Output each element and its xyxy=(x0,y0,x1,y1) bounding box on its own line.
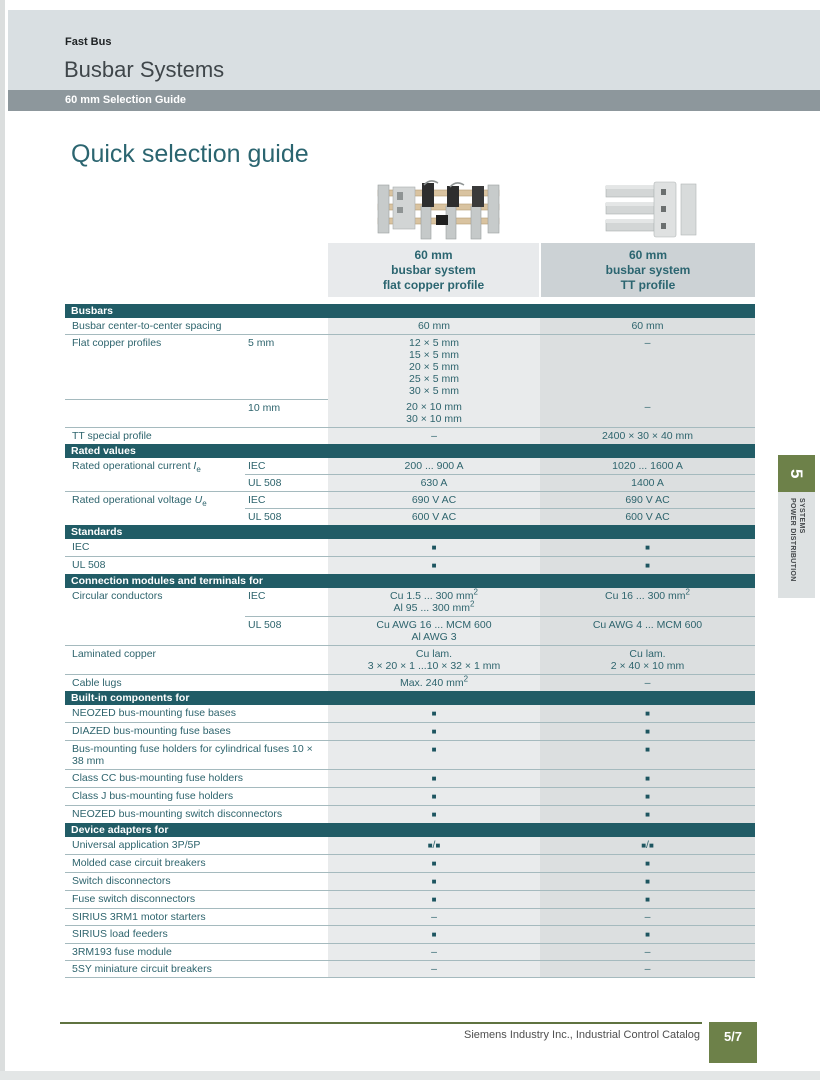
header-eyebrow: Fast Bus xyxy=(65,36,112,48)
cell-flat-copper-profile: 690 V AC xyxy=(328,491,540,508)
check-square-icon: ■ xyxy=(645,877,650,886)
cell-tt-profile: – xyxy=(540,399,755,427)
page-edge-left xyxy=(0,0,5,1080)
section-header-row: Device adapters for xyxy=(65,823,755,837)
cell-tt-profile: 60 mm xyxy=(540,318,755,334)
row-label: Fuse switch disconnectors xyxy=(65,890,328,908)
column-header-flat-copper: 60 mm busbar system flat copper profile xyxy=(328,243,539,297)
cell-tt-profile xyxy=(540,854,755,872)
row-label: Cable lugs xyxy=(65,674,328,691)
row-label: 3RM193 fuse module xyxy=(65,943,328,960)
cell-tt-profile: 690 V AC xyxy=(540,491,755,508)
section-header-row: Busbars xyxy=(65,304,755,318)
row-sublabel: 5 mm xyxy=(245,334,328,399)
cell-flat-copper-profile xyxy=(328,872,540,890)
section-header-row: Built-in components for xyxy=(65,691,755,705)
cell-flat-copper-profile xyxy=(328,854,540,872)
check-square-icon: ■ xyxy=(427,841,433,850)
row-sublabel: UL 508 xyxy=(245,474,328,491)
cell-flat-copper-profile: – xyxy=(328,427,540,444)
check-square-icon: ■ xyxy=(431,709,437,718)
row-label: SIRIUS 3RM1 motor starters xyxy=(65,908,328,925)
cell-flat-copper-profile: Cu 1.5 ... 300 $mm^2$ Al 95 ... 300 $mm^2$ xyxy=(328,588,540,616)
cell-flat-copper-profile: 20 × 10 mm 30 × 10 mm xyxy=(328,399,540,427)
page-edge-bottom xyxy=(0,1071,820,1080)
row-label xyxy=(65,474,245,491)
cell-tt-profile xyxy=(540,890,755,908)
check-square-icon: ■ xyxy=(431,930,437,939)
product-image-tt-busbar xyxy=(604,181,701,239)
row-sublabel: IEC xyxy=(248,590,266,602)
check-square-icon: ■ xyxy=(431,745,437,754)
cell-flat-copper-profile: – xyxy=(328,908,540,925)
check-square-icon: ■ xyxy=(431,895,437,904)
cell-tt-profile xyxy=(540,769,755,787)
cell-flat-copper-profile xyxy=(328,740,540,769)
row-sublabel: UL 508 xyxy=(245,508,328,525)
cell-flat-copper-profile: ■/■ xyxy=(328,837,540,854)
cell-flat-copper-profile xyxy=(328,890,540,908)
row-label: 5SY miniature circuit breakers xyxy=(65,960,328,977)
row-sublabel: UL 508 xyxy=(245,616,328,645)
row-sublabel: 10 mm xyxy=(245,399,328,427)
row-label: SIRIUS load feeders xyxy=(65,925,328,943)
cell-tt-profile xyxy=(540,556,755,574)
section-header-row: Rated values xyxy=(65,444,755,458)
cell-flat-copper-profile: 600 V AC xyxy=(328,508,540,525)
check-square-icon: ■ xyxy=(641,841,647,850)
row-sublabel: IEC xyxy=(245,491,328,508)
row-label: Universal application 3P/5P xyxy=(72,839,201,851)
section-header-row: Standards xyxy=(65,525,755,539)
cell-flat-copper-profile xyxy=(328,805,540,823)
cell-tt-profile: Cu lam. 2 × 40 × 10 mm xyxy=(540,645,755,674)
footer-text: Siemens Industry Inc., Industrial Control Catalog xyxy=(463,1029,700,1041)
cell-tt-profile: Cu AWG 4 ... MCM 600 xyxy=(540,616,755,645)
cell-tt-profile xyxy=(540,872,755,890)
check-square-icon: ■ xyxy=(645,727,650,736)
cell-tt-profile xyxy=(540,705,755,722)
cell-flat-copper-profile xyxy=(328,705,540,722)
page-title: Quick selection guide xyxy=(71,140,309,168)
cell-tt-profile xyxy=(540,805,755,823)
check-square-icon: ■ xyxy=(431,792,437,801)
cell-tt-profile: ■/■ xyxy=(540,837,755,854)
check-square-icon: ■ xyxy=(431,543,437,552)
check-square-icon: ■ xyxy=(645,810,650,819)
chapter-tab-number: 5 xyxy=(778,455,815,492)
cell-flat-copper-profile xyxy=(328,539,540,556)
cell-flat-copper-profile: Cu AWG 16 ... MCM 600 Al AWG 3 xyxy=(328,616,540,645)
cell-tt-profile: – xyxy=(540,960,755,977)
check-square-icon: ■ xyxy=(648,841,654,850)
cell-flat-copper-profile xyxy=(328,769,540,787)
cell-tt-profile xyxy=(540,787,755,805)
row-label: Class J bus-mounting fuse holders xyxy=(65,787,328,805)
cell-tt-profile: – xyxy=(540,334,755,399)
check-square-icon: ■ xyxy=(645,792,650,801)
row-label: Flat copper profiles xyxy=(65,334,245,399)
row-label: TT special profile xyxy=(65,427,328,444)
cell-flat-copper-profile xyxy=(328,722,540,740)
cell-flat-copper-profile: 60 mm xyxy=(328,318,540,334)
check-square-icon: ■ xyxy=(431,774,437,783)
header-sub-band: 60 mm Selection Guide xyxy=(8,90,820,111)
cell-flat-copper-profile: Cu lam. 3 × 20 × 1 ...10 × 32 × 1 mm xyxy=(328,645,540,674)
cell-flat-copper-profile: 200 ... 900 A xyxy=(328,458,540,474)
cell-flat-copper-profile: Max. 240 $mm^2$ xyxy=(328,674,540,691)
row-label: Circular conductors xyxy=(72,590,163,602)
row-label xyxy=(65,399,245,427)
cell-tt-profile: 1400 A xyxy=(540,474,755,491)
check-square-icon: ■ xyxy=(645,774,650,783)
check-square-icon: ■ xyxy=(645,895,650,904)
column-header-tt: 60 mm busbar system TT profile xyxy=(541,243,755,297)
footer-rule xyxy=(60,1022,702,1024)
cell-tt-profile xyxy=(540,539,755,556)
cell-tt-profile: 1020 ... 1600 A xyxy=(540,458,755,474)
cell-flat-copper-profile xyxy=(328,925,540,943)
header-title: Busbar Systems xyxy=(64,57,225,82)
cell-flat-copper-profile: 630 A xyxy=(328,474,540,491)
product-image-flat-copper-busbar xyxy=(376,179,503,241)
row-label: Molded case circuit breakers xyxy=(65,854,328,872)
cell-flat-copper-profile: 12 × 5 mm 15 × 5 mm 20 × 5 mm 25 × 5 mm 30 × 5 mm xyxy=(328,334,540,399)
check-square-icon: ■ xyxy=(431,859,437,868)
check-square-icon: ■ xyxy=(645,930,650,939)
row-label: Class CC bus-mounting fuse holders xyxy=(65,769,328,787)
cell-flat-copper-profile: – xyxy=(328,943,540,960)
cell-flat-copper-profile: – xyxy=(328,960,540,977)
check-square-icon: ■ xyxy=(645,709,650,718)
check-square-icon: ■ xyxy=(431,810,437,819)
row-label: Rated operational current $I_e$ xyxy=(72,460,201,475)
cell-tt-profile: – xyxy=(540,943,755,960)
row-label: IEC xyxy=(72,541,90,553)
check-square-icon: ■ xyxy=(431,877,437,886)
section-header-row: Connection modules and terminals for xyxy=(65,574,755,588)
row-label xyxy=(65,508,245,525)
check-square-icon: ■ xyxy=(645,561,650,570)
footer-page-badge: 5/7 xyxy=(709,1022,757,1063)
check-square-icon: ■ xyxy=(435,841,441,850)
row-label: Laminated copper xyxy=(65,645,328,674)
row-label: NEOZED bus-mounting fuse bases xyxy=(72,707,236,719)
check-square-icon: ■ xyxy=(645,543,650,552)
cell-tt-profile: – xyxy=(540,908,755,925)
cell-tt-profile: Cu 16 ... 300 $mm^2$ xyxy=(540,588,755,616)
check-square-icon: ■ xyxy=(431,561,437,570)
row-label xyxy=(65,616,245,645)
cell-tt-profile: 2400 × 30 × 40 mm xyxy=(540,427,755,444)
check-square-icon: ■ xyxy=(645,859,650,868)
chapter-tab-label: POWER DISTRIBUTION SYSTEMS xyxy=(778,492,815,598)
cell-tt-profile: – xyxy=(540,674,755,691)
cell-flat-copper-profile xyxy=(328,556,540,574)
cell-flat-copper-profile xyxy=(328,787,540,805)
cell-tt-profile xyxy=(540,925,755,943)
row-label: Switch disconnectors xyxy=(65,872,328,890)
row-label: Bus-mounting fuse holders for cylindrical fuses 10 × 38 mm xyxy=(65,740,328,769)
row-label: Rated operational voltage $U_e$ xyxy=(65,491,245,508)
check-square-icon: ■ xyxy=(431,727,437,736)
cell-tt-profile: 600 V AC xyxy=(540,508,755,525)
row-sublabel: IEC xyxy=(248,460,266,472)
cell-tt-profile xyxy=(540,722,755,740)
selection-table xyxy=(65,304,755,978)
check-square-icon: ■ xyxy=(645,745,650,754)
row-label: NEOZED bus-mounting switch disconnectors xyxy=(65,805,328,823)
row-label: UL 508 xyxy=(65,556,328,574)
row-label: Busbar center-to-center spacing xyxy=(72,320,222,332)
row-label: DIAZED bus-mounting fuse bases xyxy=(65,722,328,740)
cell-tt-profile xyxy=(540,740,755,769)
